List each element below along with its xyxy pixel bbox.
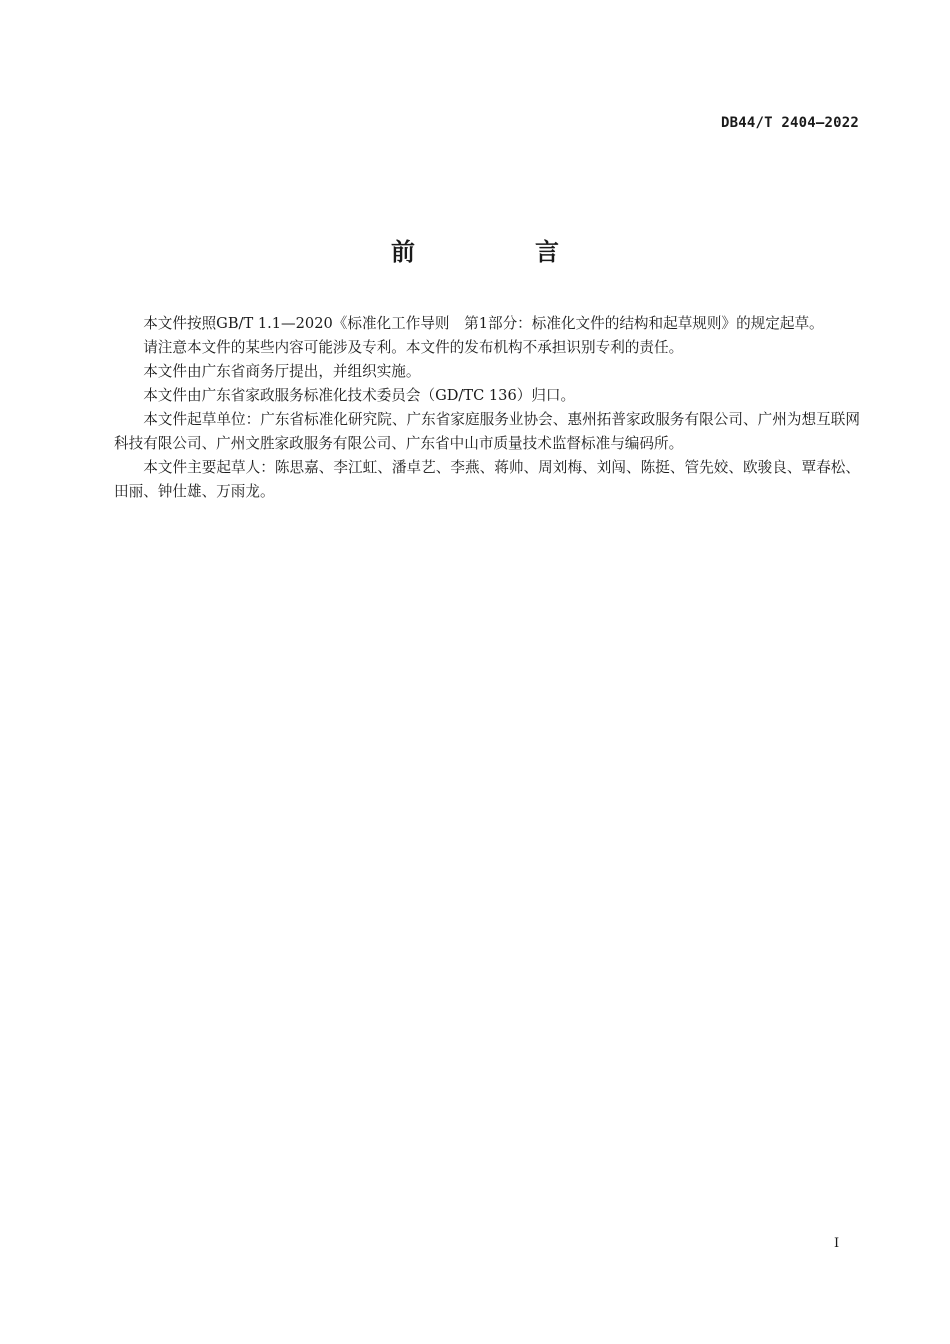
paragraph-patent-notice: 请注意本文件的某些内容可能涉及专利。本文件的发布机构不承担识别专利的责任。 [143, 339, 684, 356]
document-code: DB44/T 2404—2022 [720, 115, 859, 131]
paragraph-drafting-rules: 本文件按照GB/T 1.1—2020《标准化工作导则 第1部分：标准化文件的结构和起草规则》的规定起草。 [143, 315, 824, 332]
page-title: 前 言 [391, 238, 607, 266]
paragraph-drafting-units: 本文件起草单位：广东省标准化研究院、广东省家庭服务业协会、惠州拓普家政服务有限公司、广州为想互联网科技有限公司、广州文胜家政服务有限公司、广东省中山市质量技术监督标准与编码所。 [114, 411, 860, 452]
foreword-body [114, 312, 860, 504]
paragraph-committee: 本文件由广东省家政服务标准化技术委员会（GD/TC 136）归口。 [143, 387, 576, 404]
paragraph-drafters: 本文件主要起草人：陈思嘉、李江虹、潘卓艺、李燕、蒋帅、周刘梅、刘闯、陈挺、管先姣、欧骏良、覃春松、田丽、钟仕雄、万雨龙。 [114, 459, 860, 500]
paragraph-proposer: 本文件由广东省商务厅提出，并组织实施。 [143, 363, 421, 380]
page-number: I [834, 1236, 840, 1251]
